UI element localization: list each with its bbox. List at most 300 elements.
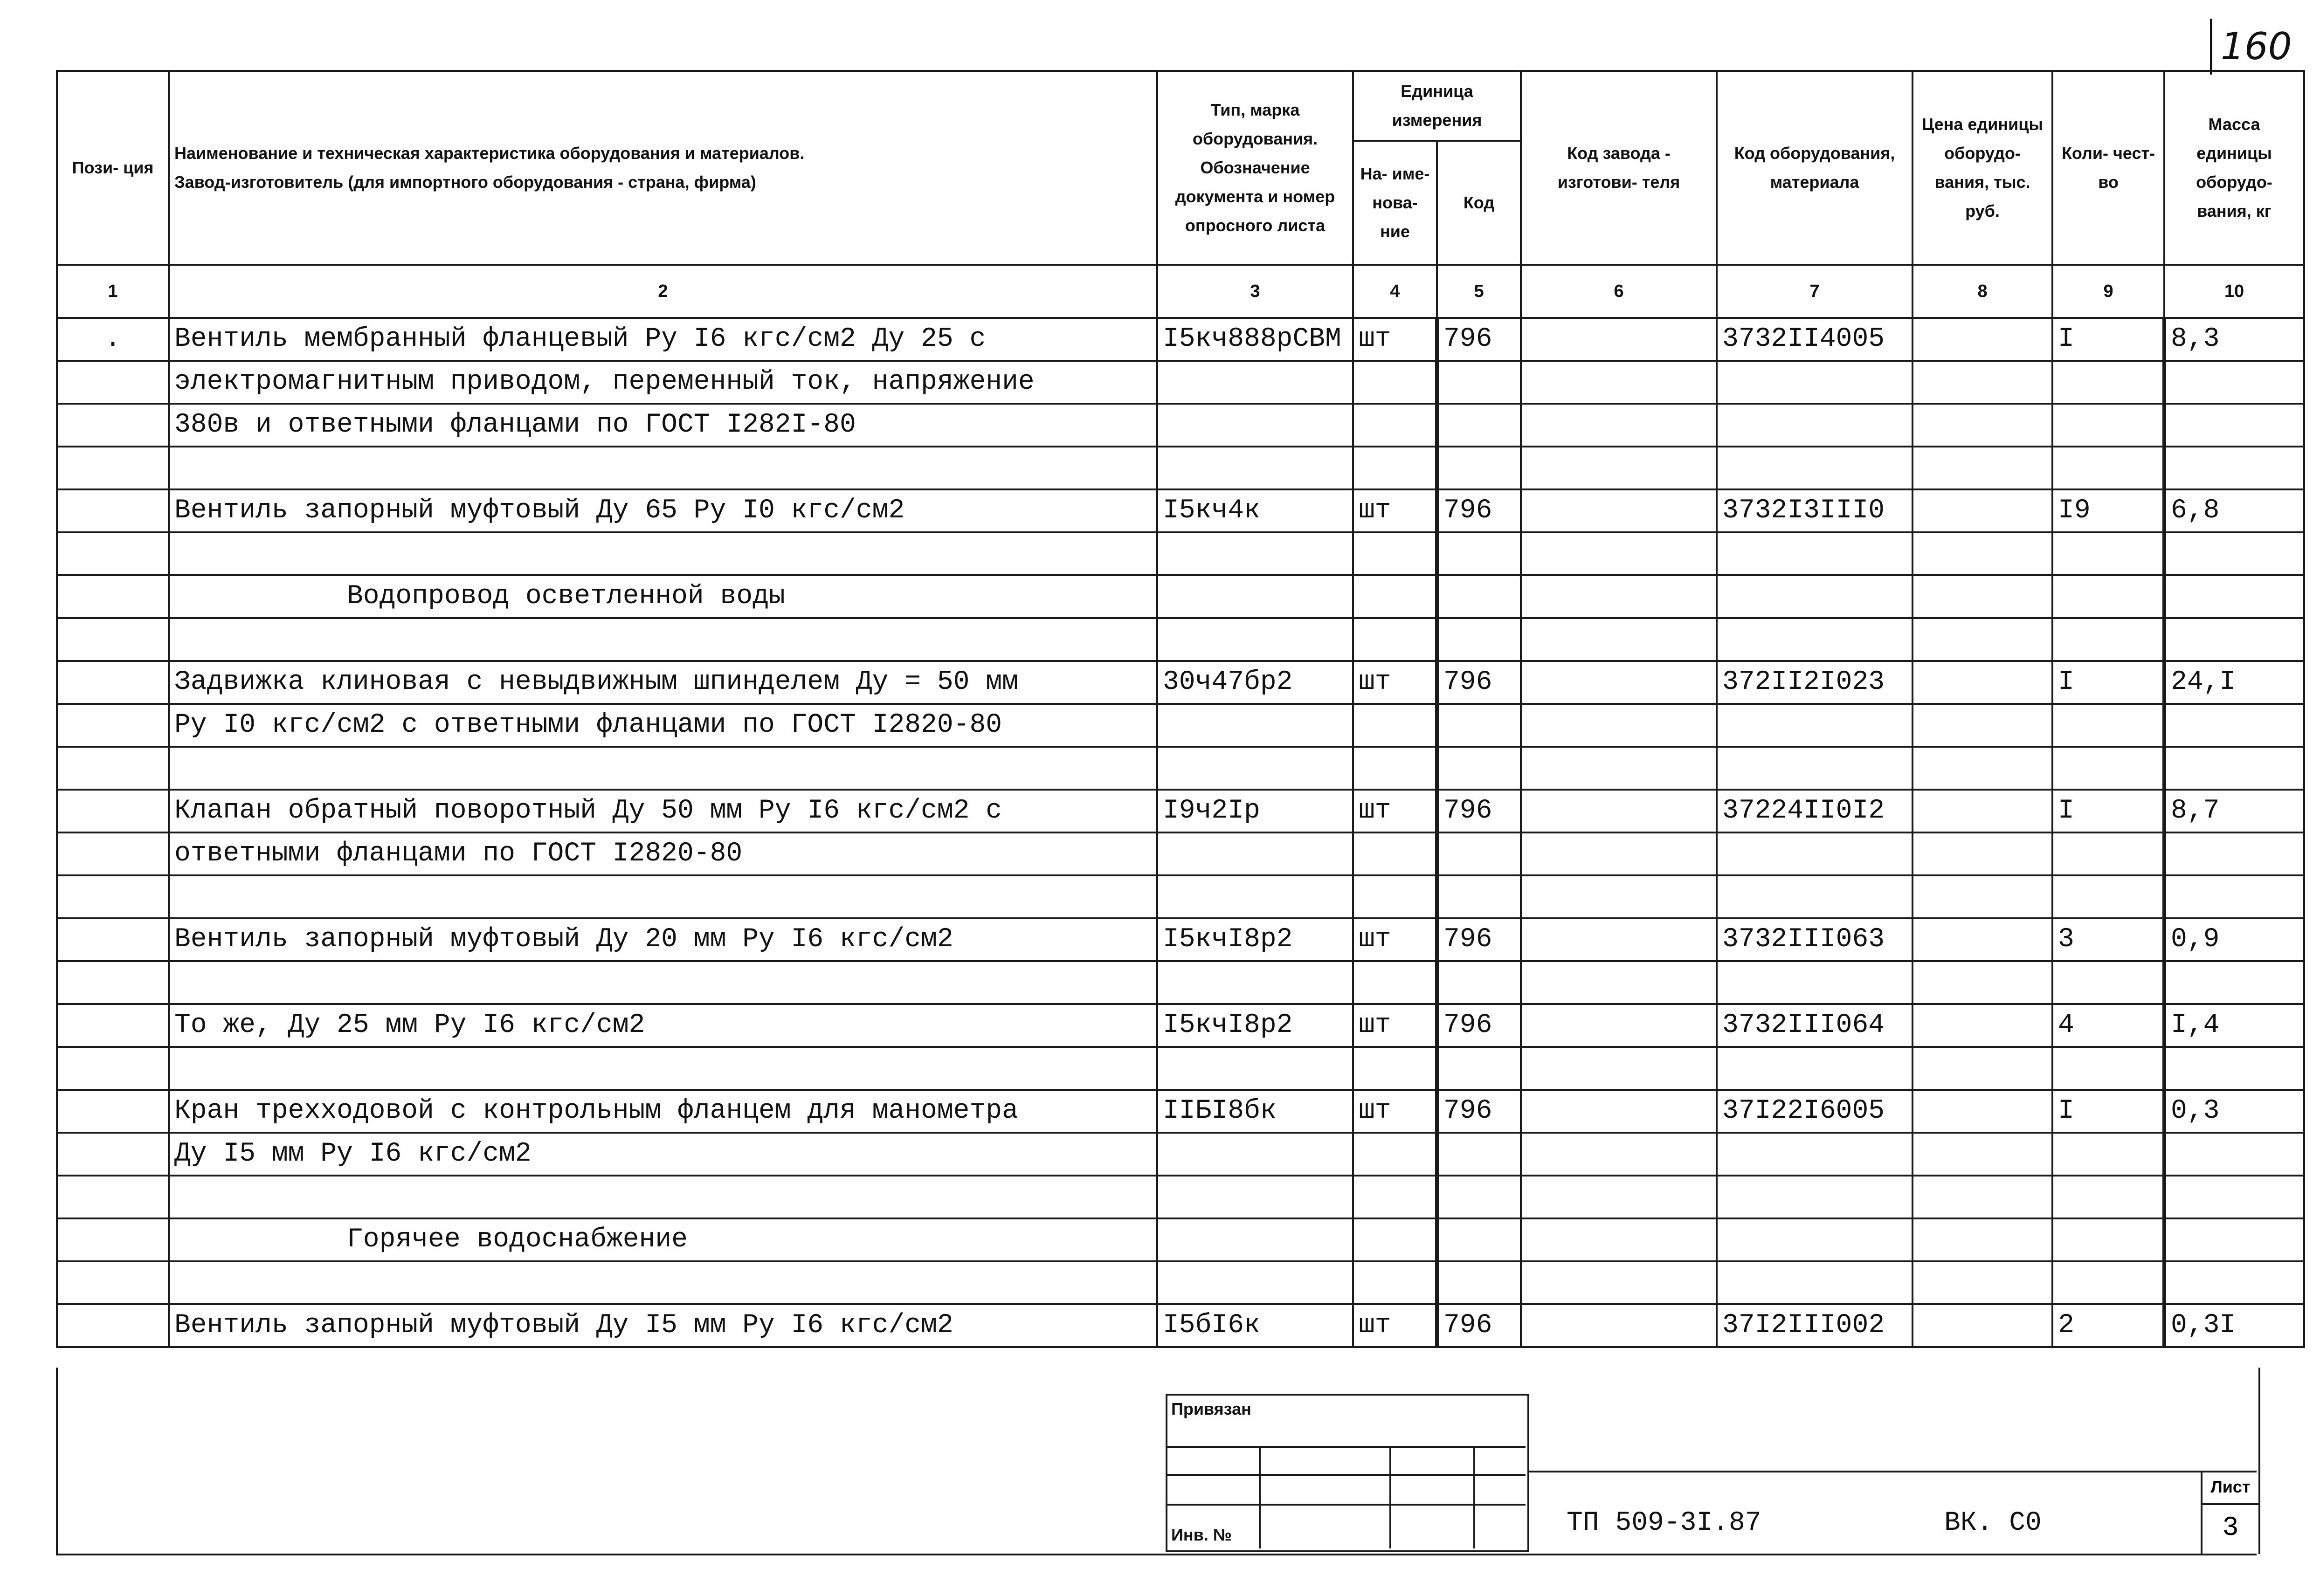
cell-quantity	[2052, 1047, 2164, 1090]
cell-mass	[2164, 961, 2304, 1004]
cell-unit	[1353, 1261, 1437, 1304]
cell-mass	[2164, 832, 2304, 875]
cell-price	[1913, 404, 2052, 447]
cell-factory-code	[1521, 447, 1717, 489]
stamp-divider	[1166, 1474, 1526, 1476]
cell-factory-code	[1521, 1004, 1717, 1047]
cell-price	[1913, 747, 2052, 790]
cell-factory-code	[1521, 875, 1717, 918]
cell-type: I5кч888рСВМ	[1157, 318, 1353, 361]
stamp-divider	[1389, 1446, 1391, 1548]
cell-unit	[1353, 404, 1437, 447]
cell-type	[1157, 875, 1353, 918]
table-row	[57, 489, 2304, 532]
cell-unit: шт	[1353, 918, 1437, 961]
stamp-divider	[1166, 1446, 1526, 1448]
stamp-divider	[1259, 1446, 1261, 1548]
cell-mass	[2164, 747, 2304, 790]
cell-factory-code	[1521, 961, 1717, 1004]
cell-name	[169, 747, 1157, 790]
cell-unit-code	[1437, 1261, 1521, 1304]
cell-unit: шт	[1353, 318, 1437, 361]
cell-type	[1157, 747, 1353, 790]
cell-position	[57, 1047, 169, 1090]
cell-position	[57, 1218, 169, 1261]
cell-mass	[2164, 1176, 2304, 1218]
header-unit-code: Код	[1437, 141, 1521, 265]
column-number: 8	[1913, 265, 2052, 318]
cell-price	[1913, 704, 2052, 747]
cell-price	[1913, 1261, 2052, 1304]
cell-equipment-code: 3732III064	[1717, 1004, 1913, 1047]
cell-equipment-code	[1717, 832, 1913, 875]
cell-position	[57, 1176, 169, 1218]
cell-equipment-code	[1717, 404, 1913, 447]
table-row	[57, 961, 2304, 1004]
cell-factory-code	[1521, 918, 1717, 961]
cell-quantity: 4	[2052, 1004, 2164, 1047]
table-row	[57, 1004, 2304, 1047]
cell-price	[1913, 832, 2052, 875]
cell-unit	[1353, 961, 1437, 1004]
cell-equipment-code: 37224II0I2	[1717, 790, 1913, 832]
table-row	[57, 747, 2304, 790]
cell-position	[57, 747, 169, 790]
cell-quantity	[2052, 404, 2164, 447]
cell-unit	[1353, 618, 1437, 661]
cell-name: Вентиль запорный муфтовый Ду 20 мм Ру I6 кгс/см2	[169, 918, 1157, 961]
cell-mass	[2164, 1133, 2304, 1176]
cell-factory-code	[1521, 704, 1717, 747]
cell-factory-code	[1521, 790, 1717, 832]
cell-position	[57, 1133, 169, 1176]
cell-position	[57, 832, 169, 875]
column-number: 7	[1717, 265, 1913, 318]
cell-mass	[2164, 875, 2304, 918]
cell-position: .	[57, 318, 169, 361]
header-quantity: Коли- чест- во	[2052, 71, 2164, 265]
cell-name: Клапан обратный поворотный Ду 50 мм Ру I6 кгс/см2 с	[169, 790, 1157, 832]
stamp-inventory-label: Инв. №	[1171, 1525, 1232, 1544]
cell-factory-code	[1521, 1176, 1717, 1218]
header-equipment-code: Код оборудования, материала	[1717, 71, 1913, 265]
cell-unit	[1353, 575, 1437, 618]
cell-position	[57, 489, 169, 532]
cell-unit-code	[1437, 832, 1521, 875]
cell-quantity	[2052, 832, 2164, 875]
cell-price	[1913, 1304, 2052, 1347]
cell-price	[1913, 1090, 2052, 1133]
cell-unit-code	[1437, 1218, 1521, 1261]
cell-factory-code	[1521, 489, 1717, 532]
bottom-border	[56, 1554, 2257, 1555]
cell-equipment-code	[1717, 747, 1913, 790]
cell-mass	[2164, 532, 2304, 575]
cell-price	[1913, 1047, 2052, 1090]
sheet-label: Лист	[2203, 1471, 2258, 1505]
cell-equipment-code: 3732III063	[1717, 918, 1913, 961]
cell-name: Задвижка клиновая с невыдвижным шпинделем Ду = 50 мм	[169, 661, 1157, 704]
table-row	[57, 1304, 2304, 1347]
cell-equipment-code	[1717, 618, 1913, 661]
cell-price	[1913, 575, 2052, 618]
column-number-row	[57, 265, 2304, 318]
cell-price	[1913, 918, 2052, 961]
cell-name	[169, 1261, 1157, 1304]
cell-unit-code: 796	[1437, 790, 1521, 832]
cell-quantity	[2052, 961, 2164, 1004]
cell-unit-code: 796	[1437, 1090, 1521, 1133]
cell-quantity	[2052, 447, 2164, 489]
cell-quantity	[2052, 747, 2164, 790]
cell-type: I5бI6к	[1157, 1304, 1353, 1347]
cell-unit	[1353, 875, 1437, 918]
cell-unit	[1353, 832, 1437, 875]
header-price: Цена единицы оборудо- вания, тыс. руб.	[1913, 71, 2052, 265]
cell-name: Вентиль мембранный фланцевый Ру I6 кгс/см2 Ду 25 с	[169, 318, 1157, 361]
cell-equipment-code	[1717, 961, 1913, 1004]
table-row	[57, 1090, 2304, 1133]
cell-mass: 0,3	[2164, 1090, 2304, 1133]
cell-price	[1913, 1133, 2052, 1176]
cell-type	[1157, 1047, 1353, 1090]
cell-unit-code: 796	[1437, 1004, 1521, 1047]
cell-quantity: I	[2052, 318, 2164, 361]
stamp-divider	[1166, 1504, 1526, 1506]
cell-type	[1157, 618, 1353, 661]
cell-type	[1157, 1133, 1353, 1176]
cell-quantity	[2052, 704, 2164, 747]
cell-name: Вентиль запорный муфтовый Ду I5 мм Ру I6 кгс/см2	[169, 1304, 1157, 1347]
cell-type	[1157, 575, 1353, 618]
cell-unit-code	[1437, 704, 1521, 747]
cell-equipment-code	[1717, 1047, 1913, 1090]
cell-factory-code	[1521, 661, 1717, 704]
cell-name: Горячее водоснабжение	[169, 1218, 1157, 1261]
section-heading-row	[57, 1218, 2304, 1261]
cell-unit: шт	[1353, 1004, 1437, 1047]
cell-unit	[1353, 747, 1437, 790]
table-row	[57, 918, 2304, 961]
cell-type: IIБI8бк	[1157, 1090, 1353, 1133]
cell-price	[1913, 361, 2052, 404]
cell-quantity	[2052, 532, 2164, 575]
cell-position	[57, 1304, 169, 1347]
table-row	[57, 361, 2304, 404]
cell-factory-code	[1521, 404, 1717, 447]
cell-mass: 8,3	[2164, 318, 2304, 361]
cell-mass: 0,9	[2164, 918, 2304, 961]
cell-position	[57, 1261, 169, 1304]
sheet-box	[2201, 1471, 2258, 1555]
cell-position	[57, 704, 169, 747]
cell-price	[1913, 1218, 2052, 1261]
cell-unit: шт	[1353, 661, 1437, 704]
header-name-line2: Завод-изготовитель (для импортного оборудования - страна, фирма)	[174, 172, 756, 192]
cell-position	[57, 918, 169, 961]
cell-unit-code	[1437, 575, 1521, 618]
table-row	[57, 1047, 2304, 1090]
table-row	[57, 1133, 2304, 1176]
cell-position	[57, 961, 169, 1004]
cell-quantity: I9	[2052, 489, 2164, 532]
cell-quantity: I	[2052, 1090, 2164, 1133]
table-row	[57, 790, 2304, 832]
cell-equipment-code	[1717, 1176, 1913, 1218]
column-number: 9	[2052, 265, 2164, 318]
cell-unit	[1353, 704, 1437, 747]
cell-name	[169, 1047, 1157, 1090]
cell-name: Кран трехходовой с контрольным фланцем для манометра	[169, 1090, 1157, 1133]
cell-equipment-code: 3732I3III0	[1717, 489, 1913, 532]
cell-name: электромагнитным приводом, переменный ток, напряжение	[169, 361, 1157, 404]
cell-type	[1157, 961, 1353, 1004]
cell-price	[1913, 447, 2052, 489]
cell-price	[1913, 1176, 2052, 1218]
header-unit-group: Единица измерения	[1353, 71, 1521, 141]
table-row	[57, 661, 2304, 704]
cell-unit-code: 796	[1437, 489, 1521, 532]
cell-unit-code	[1437, 875, 1521, 918]
cell-quantity	[2052, 618, 2164, 661]
cell-price	[1913, 618, 2052, 661]
cell-unit: шт	[1353, 1304, 1437, 1347]
cell-price	[1913, 318, 2052, 361]
cell-name: Вентиль запорный муфтовый Ду 65 Ру I0 кгс/см2	[169, 489, 1157, 532]
cell-unit	[1353, 1218, 1437, 1261]
header-unit-name: На- име- нова- ние	[1353, 141, 1437, 265]
cell-equipment-code	[1717, 875, 1913, 918]
cell-quantity: 3	[2052, 918, 2164, 961]
cell-quantity	[2052, 1261, 2164, 1304]
cell-name: Ру I0 кгс/см2 с ответными фланцами по ГОСТ I2820-80	[169, 704, 1157, 747]
header-position: Пози- ция	[57, 71, 169, 265]
table-row	[57, 404, 2304, 447]
table-body	[57, 318, 2304, 1347]
column-number: 3	[1157, 265, 1353, 318]
cell-mass: I,4	[2164, 1004, 2304, 1047]
column-number: 1	[57, 265, 169, 318]
cell-type	[1157, 361, 1353, 404]
archive-page-number: 160	[2210, 19, 2286, 75]
cell-name	[169, 532, 1157, 575]
cell-unit	[1353, 1133, 1437, 1176]
cell-type: I5кч4к	[1157, 489, 1353, 532]
cell-position	[57, 575, 169, 618]
cell-unit	[1353, 532, 1437, 575]
cell-position	[57, 1090, 169, 1133]
table-row	[57, 618, 2304, 661]
cell-unit-code	[1437, 404, 1521, 447]
header-name-line1: Наименование и техническая характеристика оборудования и материалов.	[174, 144, 805, 163]
cell-price	[1913, 1004, 2052, 1047]
cell-mass	[2164, 447, 2304, 489]
specification-table	[56, 70, 2305, 1348]
cell-quantity	[2052, 1218, 2164, 1261]
cell-type	[1157, 1261, 1353, 1304]
header-name	[169, 71, 1157, 265]
cell-factory-code	[1521, 1133, 1717, 1176]
cell-equipment-code: 372II2I023	[1717, 661, 1913, 704]
section-heading-row	[57, 575, 2304, 618]
table-row	[57, 875, 2304, 918]
cell-name	[169, 961, 1157, 1004]
cell-unit	[1353, 361, 1437, 404]
cell-name: 380в и ответными фланцами по ГОСТ I282I-80	[169, 404, 1157, 447]
cell-position	[57, 875, 169, 918]
cell-equipment-code: 37I2III002	[1717, 1304, 1913, 1347]
cell-mass: 6,8	[2164, 489, 2304, 532]
cell-unit-code	[1437, 447, 1521, 489]
cell-type	[1157, 1176, 1353, 1218]
cell-mass	[2164, 1218, 2304, 1261]
cell-equipment-code	[1717, 704, 1913, 747]
cell-type	[1157, 704, 1353, 747]
cell-type: 30ч47бр2	[1157, 661, 1353, 704]
cell-type	[1157, 447, 1353, 489]
cell-type	[1157, 1218, 1353, 1261]
cell-equipment-code: 3732II4005	[1717, 318, 1913, 361]
cell-equipment-code	[1717, 1218, 1913, 1261]
cell-equipment-code	[1717, 447, 1913, 489]
cell-equipment-code: 37I22I6005	[1717, 1090, 1913, 1133]
cell-position	[57, 404, 169, 447]
approval-stamp	[1166, 1394, 1529, 1552]
table-row	[57, 832, 2304, 875]
cell-type: I9ч2Iр	[1157, 790, 1353, 832]
cell-name: Ду I5 мм Ру I6 кгс/см2	[169, 1133, 1157, 1176]
cell-type: I5кчI8р2	[1157, 918, 1353, 961]
cell-position	[57, 618, 169, 661]
table-row	[57, 1261, 2304, 1304]
cell-quantity	[2052, 575, 2164, 618]
cell-unit-code	[1437, 1176, 1521, 1218]
cell-factory-code	[1521, 747, 1717, 790]
cell-position	[57, 1004, 169, 1047]
table-row	[57, 318, 2304, 361]
cell-mass: 24,I	[2164, 661, 2304, 704]
cell-unit-code: 796	[1437, 318, 1521, 361]
stamp-divider	[1473, 1446, 1475, 1548]
cell-price	[1913, 875, 2052, 918]
cell-name: Водопровод осветленной воды	[169, 575, 1157, 618]
cell-equipment-code	[1717, 1261, 1913, 1304]
header-mass: Масса единицы оборудо- вания, кг	[2164, 71, 2304, 265]
cell-name	[169, 875, 1157, 918]
cell-name: ответными фланцами по ГОСТ I2820-80	[169, 832, 1157, 875]
cell-position	[57, 447, 169, 489]
cell-factory-code	[1521, 1090, 1717, 1133]
header-factory-code: Код завода - изготови- теля	[1521, 71, 1717, 265]
cell-unit-code	[1437, 1133, 1521, 1176]
cell-unit: шт	[1353, 790, 1437, 832]
cell-mass	[2164, 704, 2304, 747]
cell-mass	[2164, 618, 2304, 661]
cell-quantity	[2052, 1176, 2164, 1218]
cell-price	[1913, 961, 2052, 1004]
column-number: 4	[1353, 265, 1437, 318]
stamp-attached-label: Привязан	[1171, 1399, 1251, 1418]
cell-unit-code	[1437, 1047, 1521, 1090]
header-type: Тип, марка оборудования. Обозначение документа и номер опросного листа	[1157, 71, 1353, 265]
cell-mass	[2164, 575, 2304, 618]
cell-price	[1913, 790, 2052, 832]
cell-position	[57, 790, 169, 832]
cell-quantity: 2	[2052, 1304, 2164, 1347]
column-number: 10	[2164, 265, 2304, 318]
cell-mass: 0,3I	[2164, 1304, 2304, 1347]
cell-position	[57, 361, 169, 404]
cell-factory-code	[1521, 1261, 1717, 1304]
cell-unit-code	[1437, 361, 1521, 404]
cell-type	[1157, 532, 1353, 575]
cell-mass	[2164, 1261, 2304, 1304]
cell-equipment-code	[1717, 1133, 1913, 1176]
cell-type: I5кчI8р2	[1157, 1004, 1353, 1047]
cell-unit-code: 796	[1437, 918, 1521, 961]
column-number: 2	[169, 265, 1157, 318]
cell-unit	[1353, 1176, 1437, 1218]
cell-position	[57, 532, 169, 575]
cell-unit	[1353, 447, 1437, 489]
cell-factory-code	[1521, 1304, 1717, 1347]
table-row	[57, 704, 2304, 747]
cell-price	[1913, 489, 2052, 532]
cell-factory-code	[1521, 832, 1717, 875]
cell-quantity	[2052, 875, 2164, 918]
cell-quantity: I	[2052, 790, 2164, 832]
cell-quantity: I	[2052, 661, 2164, 704]
cell-mass	[2164, 404, 2304, 447]
cell-name	[169, 1176, 1157, 1218]
table-row	[57, 1176, 2304, 1218]
cell-price	[1913, 661, 2052, 704]
cell-factory-code	[1521, 1218, 1717, 1261]
cell-factory-code	[1521, 532, 1717, 575]
cell-factory-code	[1521, 575, 1717, 618]
table-row	[57, 447, 2304, 489]
cell-factory-code	[1521, 361, 1717, 404]
table-row	[57, 532, 2304, 575]
cell-unit-code: 796	[1437, 661, 1521, 704]
cell-unit-code	[1437, 618, 1521, 661]
cell-mass	[2164, 361, 2304, 404]
cell-quantity	[2052, 361, 2164, 404]
cell-quantity	[2052, 1133, 2164, 1176]
cell-unit-code: 796	[1437, 1304, 1521, 1347]
cell-name	[169, 618, 1157, 661]
column-number: 6	[1521, 265, 1717, 318]
cell-factory-code	[1521, 1047, 1717, 1090]
drawing-set-code: ВК. С0	[1944, 1508, 2042, 1538]
cell-unit	[1353, 1047, 1437, 1090]
header-row-top	[57, 71, 2304, 141]
cell-type	[1157, 832, 1353, 875]
cell-position	[57, 661, 169, 704]
cell-price	[1913, 532, 2052, 575]
cell-equipment-code	[1717, 361, 1913, 404]
cell-unit: шт	[1353, 489, 1437, 532]
cell-type	[1157, 404, 1353, 447]
cell-name	[169, 447, 1157, 489]
cell-unit-code	[1437, 747, 1521, 790]
cell-unit-code	[1437, 961, 1521, 1004]
cell-unit-code	[1437, 532, 1521, 575]
document-code: ТП 509-3I.87	[1567, 1508, 1761, 1538]
cell-mass	[2164, 1047, 2304, 1090]
column-number: 5	[1437, 265, 1521, 318]
cell-equipment-code	[1717, 532, 1913, 575]
